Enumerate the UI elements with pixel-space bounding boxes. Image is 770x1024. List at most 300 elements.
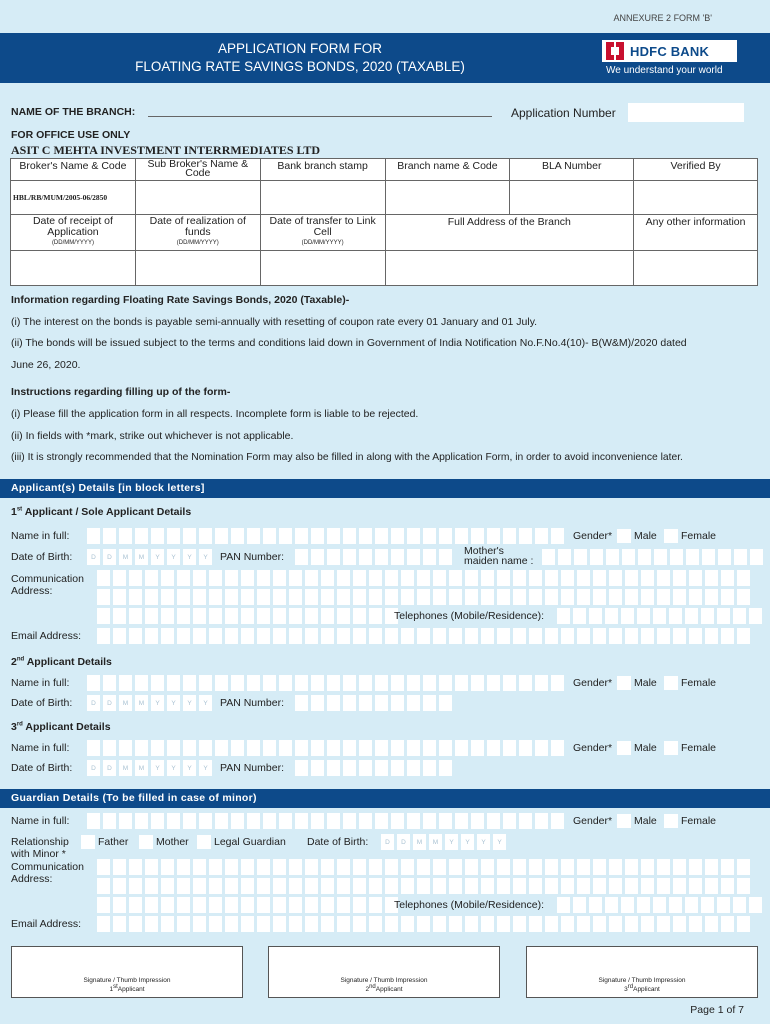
entry-cell[interactable] xyxy=(480,858,495,876)
a2-pan-cells[interactable] xyxy=(294,694,454,712)
entry-cell[interactable] xyxy=(496,877,511,895)
entry-cell[interactable] xyxy=(720,588,735,606)
entry-cell[interactable] xyxy=(144,915,159,933)
entry-cell[interactable] xyxy=(422,759,437,777)
dob-cell[interactable]: M xyxy=(134,759,149,777)
entry-cell[interactable] xyxy=(256,588,271,606)
dob-cell[interactable]: Y xyxy=(182,694,197,712)
a1-pan-cells[interactable] xyxy=(294,548,454,566)
entry-cell[interactable] xyxy=(636,896,651,914)
entry-cell[interactable] xyxy=(544,627,559,645)
entry-cell[interactable] xyxy=(256,607,271,625)
female-checkbox[interactable] xyxy=(664,814,678,828)
entry-cell[interactable] xyxy=(704,858,719,876)
entry-cell[interactable] xyxy=(406,694,421,712)
entry-cell[interactable] xyxy=(518,674,533,692)
entry-cell[interactable] xyxy=(128,627,143,645)
entry-cell[interactable] xyxy=(304,858,319,876)
entry-cell[interactable] xyxy=(278,674,293,692)
entry-cell[interactable] xyxy=(384,858,399,876)
entry-cell[interactable] xyxy=(310,694,325,712)
entry-cell[interactable] xyxy=(672,858,687,876)
entry-cell[interactable] xyxy=(384,915,399,933)
entry-cell[interactable] xyxy=(390,739,405,757)
entry-cell[interactable] xyxy=(448,877,463,895)
entry-cell[interactable] xyxy=(144,588,159,606)
entry-cell[interactable] xyxy=(208,569,223,587)
entry-cell[interactable] xyxy=(240,569,255,587)
entry-cell[interactable] xyxy=(166,812,181,830)
entry-cell[interactable] xyxy=(160,607,175,625)
cell[interactable] xyxy=(385,251,634,286)
entry-cell[interactable] xyxy=(304,915,319,933)
entry-cell[interactable] xyxy=(528,858,543,876)
entry-cell[interactable] xyxy=(240,607,255,625)
dob-cell[interactable]: Y xyxy=(198,548,213,566)
entry-cell[interactable] xyxy=(326,527,341,545)
entry-cell[interactable] xyxy=(304,627,319,645)
entry-cell[interactable] xyxy=(358,812,373,830)
entry-cell[interactable] xyxy=(288,896,303,914)
entry-cell[interactable] xyxy=(288,588,303,606)
entry-cell[interactable] xyxy=(422,674,437,692)
entry-cell[interactable] xyxy=(272,588,287,606)
entry-cell[interactable] xyxy=(668,896,683,914)
entry-cell[interactable] xyxy=(749,548,764,566)
entry-cell[interactable] xyxy=(608,858,623,876)
entry-cell[interactable] xyxy=(86,527,101,545)
entry-cell[interactable] xyxy=(176,877,191,895)
entry-cell[interactable] xyxy=(480,627,495,645)
entry-cell[interactable] xyxy=(572,896,587,914)
dob-cell[interactable]: Y xyxy=(150,759,165,777)
entry-cell[interactable] xyxy=(432,569,447,587)
entry-cell[interactable] xyxy=(342,694,357,712)
dob-cell[interactable]: Y xyxy=(166,694,181,712)
entry-cell[interactable] xyxy=(112,915,127,933)
entry-cell[interactable] xyxy=(310,548,325,566)
a1-mother-cells[interactable] xyxy=(541,548,765,566)
entry-cell[interactable] xyxy=(342,739,357,757)
entry-cell[interactable] xyxy=(294,548,309,566)
entry-cell[interactable] xyxy=(240,588,255,606)
entry-cell[interactable] xyxy=(230,527,245,545)
entry-cell[interactable] xyxy=(118,527,133,545)
entry-cell[interactable] xyxy=(86,812,101,830)
entry-cell[interactable] xyxy=(176,858,191,876)
entry-cell[interactable] xyxy=(406,548,421,566)
entry-cell[interactable] xyxy=(637,548,652,566)
entry-cell[interactable] xyxy=(310,812,325,830)
entry-cell[interactable] xyxy=(208,588,223,606)
entry-cell[interactable] xyxy=(208,915,223,933)
entry-cell[interactable] xyxy=(624,627,639,645)
entry-cell[interactable] xyxy=(448,588,463,606)
entry-cell[interactable] xyxy=(604,607,619,625)
entry-cell[interactable] xyxy=(736,877,751,895)
entry-cell[interactable] xyxy=(416,569,431,587)
entry-cell[interactable] xyxy=(176,569,191,587)
entry-cell[interactable] xyxy=(496,627,511,645)
dob-cell[interactable]: Y xyxy=(166,548,181,566)
entry-cell[interactable] xyxy=(576,915,591,933)
entry-cell[interactable] xyxy=(256,627,271,645)
entry-cell[interactable] xyxy=(716,896,731,914)
entry-cell[interactable] xyxy=(368,877,383,895)
entry-cell[interactable] xyxy=(288,627,303,645)
dob-cell[interactable]: D xyxy=(86,548,101,566)
entry-cell[interactable] xyxy=(144,877,159,895)
entry-cell[interactable] xyxy=(304,569,319,587)
entry-cell[interactable] xyxy=(432,877,447,895)
entry-cell[interactable] xyxy=(384,627,399,645)
entry-cell[interactable] xyxy=(400,569,415,587)
entry-cell[interactable] xyxy=(304,588,319,606)
female-checkbox[interactable] xyxy=(664,676,678,690)
entry-cell[interactable] xyxy=(326,739,341,757)
entry-cell[interactable] xyxy=(672,877,687,895)
entry-cell[interactable] xyxy=(240,877,255,895)
entry-cell[interactable] xyxy=(320,896,335,914)
entry-cell[interactable] xyxy=(240,627,255,645)
entry-cell[interactable] xyxy=(198,739,213,757)
entry-cell[interactable] xyxy=(640,877,655,895)
entry-cell[interactable] xyxy=(432,627,447,645)
entry-cell[interactable] xyxy=(288,858,303,876)
entry-cell[interactable] xyxy=(748,896,763,914)
male-checkbox[interactable] xyxy=(617,676,631,690)
entry-cell[interactable] xyxy=(544,877,559,895)
entry-cell[interactable] xyxy=(198,527,213,545)
entry-cell[interactable] xyxy=(320,858,335,876)
entry-cell[interactable] xyxy=(182,527,197,545)
g-email-cells[interactable] xyxy=(96,915,752,933)
entry-cell[interactable] xyxy=(416,627,431,645)
female-checkbox[interactable] xyxy=(664,529,678,543)
entry-cell[interactable] xyxy=(208,607,223,625)
a1-email-cells[interactable] xyxy=(96,627,752,645)
entry-cell[interactable] xyxy=(496,588,511,606)
dob-cell[interactable]: D xyxy=(396,833,411,851)
entry-cell[interactable] xyxy=(96,569,111,587)
entry-cell[interactable] xyxy=(352,569,367,587)
entry-cell[interactable] xyxy=(688,858,703,876)
entry-cell[interactable] xyxy=(320,915,335,933)
entry-cell[interactable] xyxy=(432,915,447,933)
entry-cell[interactable] xyxy=(128,896,143,914)
entry-cell[interactable] xyxy=(326,812,341,830)
entry-cell[interactable] xyxy=(310,739,325,757)
entry-cell[interactable] xyxy=(454,739,469,757)
entry-cell[interactable] xyxy=(390,674,405,692)
entry-cell[interactable] xyxy=(102,812,117,830)
entry-cell[interactable] xyxy=(550,739,565,757)
entry-cell[interactable] xyxy=(464,627,479,645)
dob-cell[interactable]: M xyxy=(118,694,133,712)
entry-cell[interactable] xyxy=(550,812,565,830)
dob-cell[interactable]: D xyxy=(102,548,117,566)
entry-cell[interactable] xyxy=(326,694,341,712)
entry-cell[interactable] xyxy=(102,527,117,545)
entry-cell[interactable] xyxy=(224,627,239,645)
entry-cell[interactable] xyxy=(134,739,149,757)
entry-cell[interactable] xyxy=(464,569,479,587)
entry-cell[interactable] xyxy=(390,548,405,566)
entry-cell[interactable] xyxy=(294,739,309,757)
entry-cell[interactable] xyxy=(262,812,277,830)
entry-cell[interactable] xyxy=(224,858,239,876)
entry-cell[interactable] xyxy=(246,674,261,692)
entry-cell[interactable] xyxy=(704,915,719,933)
entry-cell[interactable] xyxy=(448,569,463,587)
dob-cell[interactable]: M xyxy=(412,833,427,851)
entry-cell[interactable] xyxy=(400,915,415,933)
entry-cell[interactable] xyxy=(86,739,101,757)
entry-cell[interactable] xyxy=(118,739,133,757)
entry-cell[interactable] xyxy=(96,627,111,645)
entry-cell[interactable] xyxy=(684,896,699,914)
g-tel-cells[interactable] xyxy=(556,896,764,914)
entry-cell[interactable] xyxy=(656,915,671,933)
entry-cell[interactable] xyxy=(656,569,671,587)
a3-dob-cells[interactable] xyxy=(86,759,214,777)
entry-cell[interactable] xyxy=(342,548,357,566)
entry-cell[interactable] xyxy=(556,896,571,914)
entry-cell[interactable] xyxy=(486,527,501,545)
entry-cell[interactable] xyxy=(166,527,181,545)
entry-cell[interactable] xyxy=(160,896,175,914)
dob-cell[interactable]: Y xyxy=(198,759,213,777)
entry-cell[interactable] xyxy=(112,877,127,895)
entry-cell[interactable] xyxy=(192,588,207,606)
entry-cell[interactable] xyxy=(310,759,325,777)
entry-cell[interactable] xyxy=(288,569,303,587)
cell[interactable] xyxy=(11,251,136,286)
entry-cell[interactable] xyxy=(128,915,143,933)
dob-cell[interactable]: Y xyxy=(182,548,197,566)
entry-cell[interactable] xyxy=(208,627,223,645)
cell[interactable] xyxy=(135,181,260,215)
entry-cell[interactable] xyxy=(512,569,527,587)
entry-cell[interactable] xyxy=(470,527,485,545)
entry-cell[interactable] xyxy=(502,674,517,692)
entry-cell[interactable] xyxy=(240,858,255,876)
entry-cell[interactable] xyxy=(736,588,751,606)
entry-cell[interactable] xyxy=(656,877,671,895)
entry-cell[interactable] xyxy=(704,877,719,895)
dob-cell[interactable]: Y xyxy=(476,833,491,851)
entry-cell[interactable] xyxy=(304,877,319,895)
entry-cell[interactable] xyxy=(176,915,191,933)
entry-cell[interactable] xyxy=(640,569,655,587)
a1-addr-cells[interactable] xyxy=(96,607,400,625)
entry-cell[interactable] xyxy=(128,858,143,876)
entry-cell[interactable] xyxy=(368,569,383,587)
entry-cell[interactable] xyxy=(336,896,351,914)
a1-name-cells[interactable] xyxy=(86,527,566,545)
entry-cell[interactable] xyxy=(700,896,715,914)
entry-cell[interactable] xyxy=(486,812,501,830)
entry-cell[interactable] xyxy=(528,569,543,587)
entry-cell[interactable] xyxy=(534,739,549,757)
entry-cell[interactable] xyxy=(470,812,485,830)
g-addr-cells[interactable] xyxy=(96,896,400,914)
entry-cell[interactable] xyxy=(326,674,341,692)
entry-cell[interactable] xyxy=(128,607,143,625)
entry-cell[interactable] xyxy=(720,627,735,645)
entry-cell[interactable] xyxy=(374,739,389,757)
entry-cell[interactable] xyxy=(560,877,575,895)
entry-cell[interactable] xyxy=(96,588,111,606)
entry-cell[interactable] xyxy=(653,548,668,566)
entry-cell[interactable] xyxy=(176,896,191,914)
entry-cell[interactable] xyxy=(438,527,453,545)
entry-cell[interactable] xyxy=(640,858,655,876)
entry-cell[interactable] xyxy=(720,915,735,933)
entry-cell[interactable] xyxy=(685,548,700,566)
entry-cell[interactable] xyxy=(128,569,143,587)
entry-cell[interactable] xyxy=(256,915,271,933)
entry-cell[interactable] xyxy=(704,569,719,587)
entry-cell[interactable] xyxy=(576,877,591,895)
entry-cell[interactable] xyxy=(272,877,287,895)
dob-cell[interactable]: Y xyxy=(150,548,165,566)
entry-cell[interactable] xyxy=(134,812,149,830)
entry-cell[interactable] xyxy=(288,915,303,933)
dob-cell[interactable]: M xyxy=(134,694,149,712)
entry-cell[interactable] xyxy=(592,915,607,933)
entry-cell[interactable] xyxy=(224,915,239,933)
entry-cell[interactable] xyxy=(198,812,213,830)
entry-cell[interactable] xyxy=(704,588,719,606)
entry-cell[interactable] xyxy=(166,739,181,757)
entry-cell[interactable] xyxy=(480,915,495,933)
entry-cell[interactable] xyxy=(390,759,405,777)
entry-cell[interactable] xyxy=(224,877,239,895)
dob-cell[interactable]: D xyxy=(86,759,101,777)
entry-cell[interactable] xyxy=(294,759,309,777)
entry-cell[interactable] xyxy=(454,812,469,830)
entry-cell[interactable] xyxy=(182,812,197,830)
entry-cell[interactable] xyxy=(592,588,607,606)
entry-cell[interactable] xyxy=(272,915,287,933)
entry-cell[interactable] xyxy=(400,877,415,895)
entry-cell[interactable] xyxy=(438,674,453,692)
entry-cell[interactable] xyxy=(384,588,399,606)
entry-cell[interactable] xyxy=(262,674,277,692)
entry-cell[interactable] xyxy=(502,527,517,545)
entry-cell[interactable] xyxy=(512,915,527,933)
entry-cell[interactable] xyxy=(736,858,751,876)
entry-cell[interactable] xyxy=(358,759,373,777)
dob-cell[interactable]: D xyxy=(102,694,117,712)
entry-cell[interactable] xyxy=(640,588,655,606)
entry-cell[interactable] xyxy=(192,607,207,625)
entry-cell[interactable] xyxy=(112,607,127,625)
entry-cell[interactable] xyxy=(112,627,127,645)
dob-cell[interactable]: M xyxy=(134,548,149,566)
entry-cell[interactable] xyxy=(576,588,591,606)
entry-cell[interactable] xyxy=(278,527,293,545)
mother-checkbox[interactable] xyxy=(139,835,153,849)
entry-cell[interactable] xyxy=(304,896,319,914)
dob-cell[interactable]: Y xyxy=(182,759,197,777)
entry-cell[interactable] xyxy=(294,694,309,712)
entry-cell[interactable] xyxy=(438,548,453,566)
entry-cell[interactable] xyxy=(224,896,239,914)
app-number-field[interactable] xyxy=(628,103,744,122)
entry-cell[interactable] xyxy=(470,674,485,692)
entry-cell[interactable] xyxy=(368,896,383,914)
entry-cell[interactable] xyxy=(502,812,517,830)
entry-cell[interactable] xyxy=(336,569,351,587)
entry-cell[interactable] xyxy=(732,896,747,914)
entry-cell[interactable] xyxy=(240,915,255,933)
entry-cell[interactable] xyxy=(112,858,127,876)
entry-cell[interactable] xyxy=(496,858,511,876)
signature-box-3[interactable]: Signature / Thumb Impression 3rdApplicant xyxy=(526,946,758,998)
entry-cell[interactable] xyxy=(454,674,469,692)
entry-cell[interactable] xyxy=(416,915,431,933)
dob-cell[interactable]: M xyxy=(118,548,133,566)
entry-cell[interactable] xyxy=(717,548,732,566)
entry-cell[interactable] xyxy=(320,627,335,645)
entry-cell[interactable] xyxy=(224,588,239,606)
entry-cell[interactable] xyxy=(358,548,373,566)
entry-cell[interactable] xyxy=(374,759,389,777)
entry-cell[interactable] xyxy=(588,607,603,625)
entry-cell[interactable] xyxy=(214,812,229,830)
entry-cell[interactable] xyxy=(406,739,421,757)
entry-cell[interactable] xyxy=(406,759,421,777)
entry-cell[interactable] xyxy=(588,896,603,914)
entry-cell[interactable] xyxy=(166,674,181,692)
entry-cell[interactable] xyxy=(214,739,229,757)
entry-cell[interactable] xyxy=(720,877,735,895)
entry-cell[interactable] xyxy=(352,877,367,895)
entry-cell[interactable] xyxy=(438,759,453,777)
entry-cell[interactable] xyxy=(438,812,453,830)
cell[interactable] xyxy=(260,181,385,215)
entry-cell[interactable] xyxy=(502,739,517,757)
entry-cell[interactable] xyxy=(733,548,748,566)
entry-cell[interactable] xyxy=(720,569,735,587)
entry-cell[interactable] xyxy=(342,812,357,830)
entry-cell[interactable] xyxy=(544,569,559,587)
entry-cell[interactable] xyxy=(326,548,341,566)
entry-cell[interactable] xyxy=(230,812,245,830)
dob-cell[interactable]: Y xyxy=(460,833,475,851)
entry-cell[interactable] xyxy=(592,627,607,645)
entry-cell[interactable] xyxy=(672,569,687,587)
entry-cell[interactable] xyxy=(416,588,431,606)
entry-cell[interactable] xyxy=(576,858,591,876)
entry-cell[interactable] xyxy=(256,896,271,914)
entry-cell[interactable] xyxy=(390,527,405,545)
entry-cell[interactable] xyxy=(528,588,543,606)
entry-cell[interactable] xyxy=(518,527,533,545)
entry-cell[interactable] xyxy=(701,548,716,566)
entry-cell[interactable] xyxy=(320,569,335,587)
cell[interactable] xyxy=(510,181,634,215)
entry-cell[interactable] xyxy=(390,694,405,712)
entry-cell[interactable] xyxy=(134,527,149,545)
entry-cell[interactable] xyxy=(246,739,261,757)
entry-cell[interactable] xyxy=(528,877,543,895)
entry-cell[interactable] xyxy=(534,674,549,692)
entry-cell[interactable] xyxy=(608,877,623,895)
entry-cell[interactable] xyxy=(176,607,191,625)
